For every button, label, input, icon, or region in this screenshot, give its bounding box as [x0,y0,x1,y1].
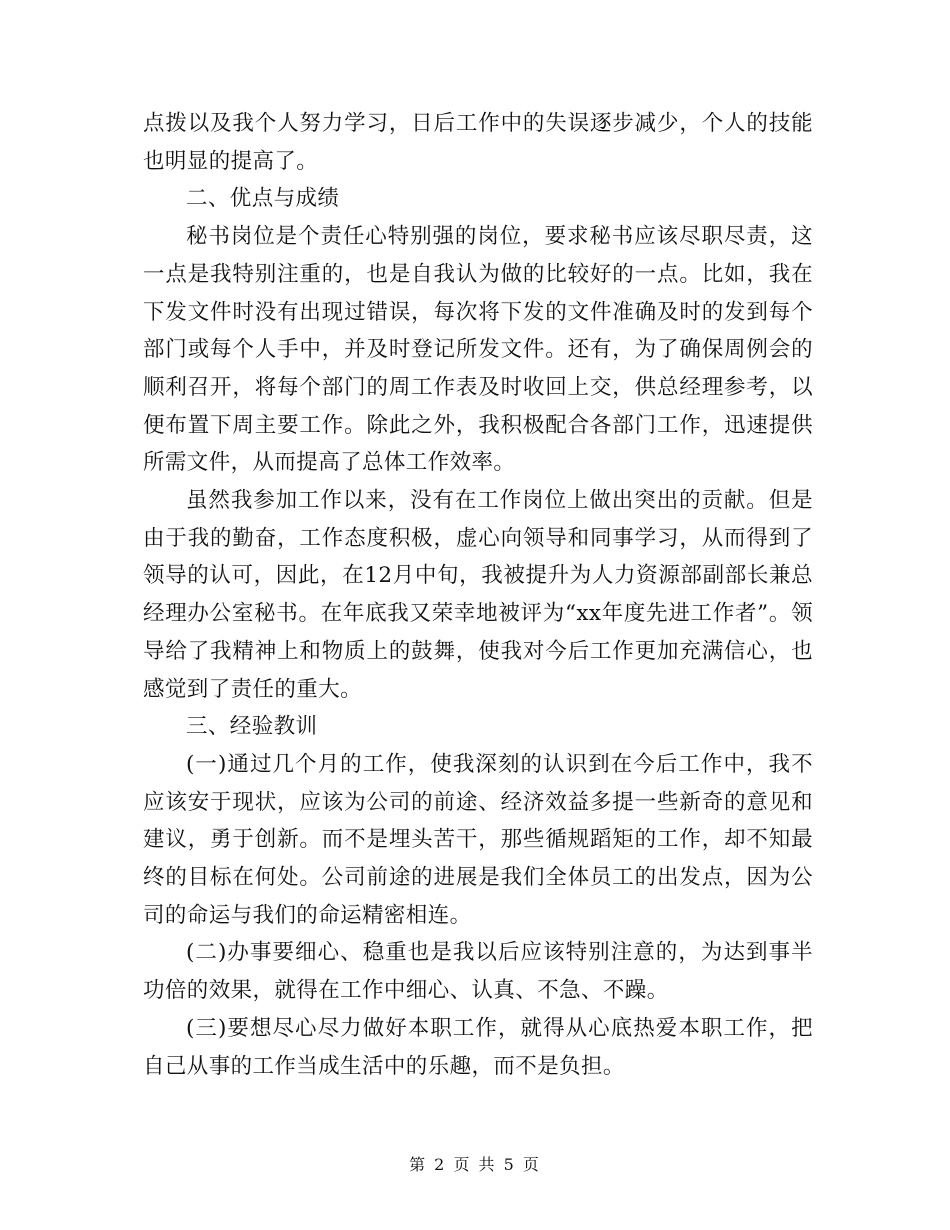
paragraph-lesson-two: (二)办事要细心、稳重也是我以后应该特别注意的，为达到事半功倍的效果，就得在工作中细心、认真、不急、不躁。 [143,940,813,1004]
section-heading-lessons: 三、经验教训 [186,714,318,740]
paragraph-continuation: 点拨以及我个人努力学习，日后工作中的失误逐步减少，个人的技能也明显的提高了。 [143,111,813,174]
paragraph-lesson-one: (一)通过几个月的工作，使我深刻的认识到在今后工作中，我不应该安于现状，应该为公司的前途、经济效益多提一些新奇的意见和建议，勇于创新。而不是埋头苦干，那些循规蹈矩的工作，却不知最终的目标在何处。公司前途的进展是我们全体员工的出发点，因为公司的命运与我们的命运精密相连。 [143,751,813,928]
paragraph-lesson-three: (三)要想尽心尽力做好本职工作，就得从心底热爱本职工作，把自己从事的工作当成生活中的乐趣，而不是负担。 [143,1015,813,1079]
paragraph-promotion: 虽然我参加工作以来，没有在工作岗位上做出突出的贡献。但是由于我的勤奋，工作态度积极，虚心向领导和同事学习，从而得到了领导的认可，因此，在12月中旬，我被提升为人力资源部副部长兼总经理办公室秘书。在年底我又荣幸地被评为“xx年度先进工作者”。领导给了我精神上和物质上的鼓舞，使我对今后工作更加充满信心，也感觉到了责任的重大。 [143,488,813,702]
document-body [143,105,813,1085]
page-number-footer: 第 2 页 共 5 页 [409,1155,541,1174]
paragraph-secretary-duties: 秘书岗位是个责任心特别强的岗位，要求秘书应该尽职尽责，这一点是我特别注重的，也是自我认为做的比较好的一点。比如，我在下发文件时没有出现过错误，每次将下发的文件准确及时的发到每个部门或每个人手中，并及时登记所发文件。还有，为了确保周例会的顺利召开，将每个部门的周工作表及时收回上交，供总经理参考，以便布置下周主要工作。除此之外，我积极配合各部门工作，迅速提供所需文件，从而提高了总体工作效率。 [143,224,813,476]
section-heading-strengths: 二、优点与成绩 [186,186,340,212]
